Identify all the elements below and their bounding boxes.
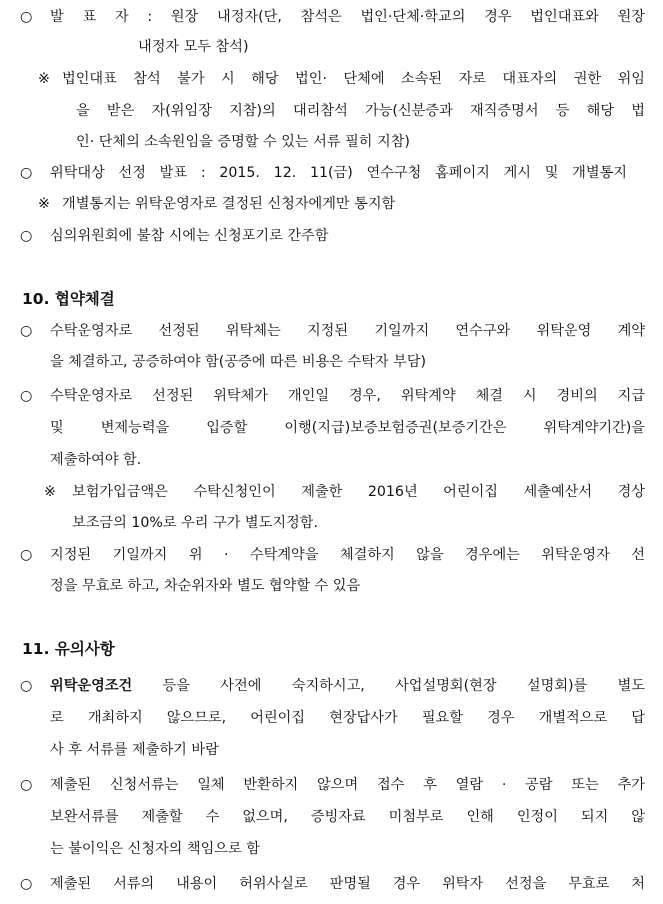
- note-proxy: [0, 64, 663, 94]
- text-line-continued: [0, 96, 663, 126]
- item-no-return: [0, 770, 663, 800]
- bullet-circle: ○: [20, 777, 33, 793]
- section-heading: [0, 634, 663, 664]
- text-line: 보완서류를 제출할 수 없으며, 증빙자료 미첨부로 인해 인정이 되지 않: [50, 809, 645, 825]
- text-line: 및 변제능력을 입증할 이행(지급)보증보험증권(보증기간은 위탁계약기간)을: [50, 420, 645, 436]
- text-line: 제출하여야 함.: [50, 452, 142, 468]
- text-line: 제출된 서류의 내용이 허위사실로 판명될 경우 위탁자 선정을 무효로 처: [50, 876, 645, 892]
- text-line: 지정된 기일까지 위 · 수탁계약을 체결하지 않을 경우에는 위탁운영자 선: [50, 547, 645, 563]
- text-line-continued: [0, 571, 663, 601]
- item-contract: [0, 316, 663, 346]
- text-line: 수탁운영자로 선정된 위탁체는 지정된 기일까지 연수구와 위탁운영 계약: [50, 323, 645, 339]
- text-line: 보조금의 10%로 우리 구가 별도지정함.: [72, 515, 318, 531]
- text-line-continued: [0, 413, 663, 443]
- item-presenter: [0, 2, 663, 32]
- text-line-continued: [0, 127, 663, 157]
- section-title: 11. 유의사항: [22, 640, 115, 658]
- text-line: 발 표 자 : 원장 내정자(단, 참석은 법인·단체·학교의 경우 법인대표와 원장: [50, 9, 645, 25]
- text-line-continued: [0, 445, 663, 475]
- text-line: 심의위원회에 불참 시에는 신청포기로 간주함: [50, 228, 329, 244]
- text-line: 보험가입금액은 수탁신청인이 제출한 2016년 어린이집 세출예산서 경상: [72, 484, 645, 500]
- note-individual-notice: [0, 189, 663, 219]
- item-guarantee: [0, 381, 663, 411]
- text-line-continued: [0, 834, 663, 864]
- item-absence: [0, 221, 663, 251]
- note-mark: ※: [38, 196, 50, 212]
- text-line-continued: [0, 802, 663, 832]
- text-line: 수탁운영자로 선정된 위탁체가 개인일 경우, 위탁계약 체결 시 경비의 지급: [50, 388, 645, 404]
- text-line: [50, 671, 645, 701]
- bullet-circle: ○: [20, 228, 33, 244]
- bullet-circle: ○: [20, 678, 33, 694]
- item-deadline: [0, 540, 663, 570]
- text-line: 정을 무효로 하고, 차순위자와 별도 협약할 수 있음: [50, 578, 361, 594]
- text-line-continued: [0, 347, 663, 377]
- bullet-circle: ○: [20, 547, 33, 563]
- bullet-circle: ○: [20, 323, 33, 339]
- text-line: 인· 단체의 소속원임을 증명할 수 있는 서류 필히 지참): [76, 134, 410, 150]
- text-line-continued: [0, 508, 663, 538]
- text-line: 을 받은 자(위임장 지참)의 대리참석 가능(신분증과 재직증명서 등 해당 법: [76, 103, 645, 119]
- item-announcement: [0, 158, 663, 188]
- bullet-circle: ○: [20, 165, 33, 181]
- note-mark: ※: [38, 71, 50, 87]
- text-line: 는 불이익은 신청자의 책임으로 함: [50, 841, 260, 857]
- text-line: 로 개최하지 않으므로, 어린이집 현장답사가 필요할 경우 개별적으로 답: [50, 710, 645, 726]
- text-line-continued: [0, 32, 663, 62]
- text-line: 법인대표 참석 불가 시 해당 법인· 단체에 소속된 자로 대표자의 권한 위임: [62, 71, 645, 87]
- bullet-circle: ○: [20, 9, 33, 25]
- bullet-circle: ○: [20, 388, 33, 404]
- section-heading: [0, 284, 663, 314]
- text-line: 개별통지는 위탁운영자로 결정된 신청자에게만 통지함: [62, 196, 396, 212]
- text-line: 위탁대상 선정 발표 : 2015. 12. 11(금) 연수구청 홈페이지 게시 및 개별통지: [50, 165, 627, 181]
- emphasis-text: 위탁운영조건: [50, 678, 133, 694]
- text-line-rest: 등을 사전에 숙지하시고, 사업설명회(현장 설명회)를 별도: [132, 678, 645, 694]
- bullet-circle: ○: [20, 876, 33, 892]
- item-false-info: [0, 869, 663, 899]
- text-line: 제출된 신청서류는 일체 반환하지 않으며 접수 후 열람 · 공람 또는 추가: [50, 777, 645, 793]
- text-line-continued: [0, 703, 663, 733]
- text-line-continued: [0, 735, 663, 765]
- text-line: 을 체결하고, 공증하여야 함(공증에 따른 비용은 수탁자 부담): [50, 354, 427, 370]
- text-line: 내정자 모두 참석): [138, 39, 249, 55]
- section-title: 10. 협약체결: [22, 290, 115, 308]
- note-insurance: [0, 477, 663, 507]
- text-line: 사 후 서류를 제출하기 바람: [50, 742, 219, 758]
- note-mark: ※: [44, 484, 56, 500]
- item-conditions: [0, 671, 663, 701]
